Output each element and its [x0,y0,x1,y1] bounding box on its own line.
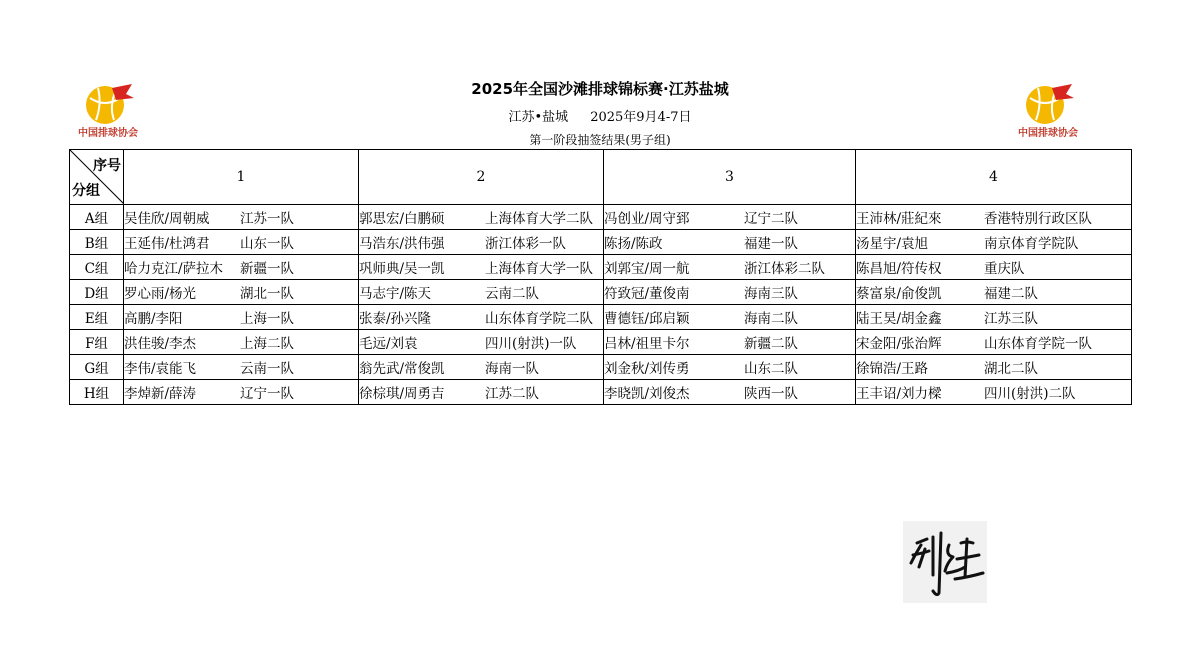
player-pair-text: 陆王昊/胡金鑫 [856,311,942,327]
group-label-cell: H组 [70,380,124,405]
team-name-text: 四川(射洪)一队 [485,336,577,352]
page-title: 2025年全国沙滩排球锦标赛·江苏盐城 [471,80,729,98]
player-pair-text: 刘金秋/刘传勇 [604,361,690,377]
column-header: 4 [856,150,1132,205]
table-row [70,255,1132,280]
group-label-cell: E组 [70,305,124,330]
player-pair-text: 汤星宇/袁旭 [856,236,929,252]
player-pair-text: 罗心雨/杨光 [124,286,197,302]
pairing-cell [856,305,1132,330]
player-pair-text: 哈力克江/萨拉木 [124,261,224,277]
association-logo-left [76,82,140,148]
handwritten-signature-icon [903,521,987,603]
team-name-text: 重庆队 [984,261,1025,277]
team-name-text: 湖北二队 [984,361,1038,377]
column-header: 2 [359,150,604,205]
team-name-text: 湖北一队 [240,286,294,302]
player-pair-text: 李伟/袁能飞 [124,361,197,377]
player-pair-text: 巩师典/吴一凯 [359,261,445,277]
group-label-cell: D组 [70,280,124,305]
player-pair-text: 马志宇/陈天 [359,286,432,302]
table-row [70,205,1132,230]
team-name-text: 浙江体彩二队 [744,261,825,277]
table-row [70,330,1132,355]
pairing-cell [124,305,359,330]
team-name-text: 上海体育大学二队 [485,211,593,227]
pairing-cell [124,330,359,355]
team-name-text: 新疆二队 [744,336,798,352]
player-pair-text: 郭思宏/白鹏硕 [359,211,445,227]
pairing-cell [359,280,604,305]
pairing-cell [604,355,856,380]
team-name-text: 辽宁一队 [240,386,294,402]
player-pair-text: 张泰/孙兴隆 [359,311,432,327]
pairing-cell [359,230,604,255]
player-pair-text: 高鹏/李阳 [124,311,183,327]
player-pair-text: 王延伟/杜鸿君 [124,236,210,252]
team-name-text: 上海体育大学一队 [485,261,593,277]
association-logo-right [1016,82,1080,148]
pairing-cell [124,230,359,255]
team-name-text: 新疆一队 [240,261,294,277]
team-name-text: 海南二队 [744,311,798,327]
group-label-cell: F组 [70,330,124,355]
pairing-cell [604,280,856,305]
pairing-cell [359,380,604,405]
group-header: 分组 [72,183,100,199]
group-label-cell: C组 [70,255,124,280]
team-name-text: 海南三队 [744,286,798,302]
team-name-text: 山东体育学院二队 [485,311,593,327]
team-name-text: 福建一队 [744,236,798,252]
pairing-cell [359,330,604,355]
team-name-text: 云南一队 [240,361,294,377]
pairing-cell [856,255,1132,280]
table-row [70,380,1132,405]
pairing-cell [359,305,604,330]
date-text: 2025年9月4-7日 [590,110,692,125]
player-pair-text: 陈昌旭/符传权 [856,261,942,277]
group-label-cell: G组 [70,355,124,380]
player-pair-text: 吕林/祖里卡尔 [604,336,690,352]
table-row [70,230,1132,255]
table-row [70,280,1132,305]
location-text: 江苏•盐城 [508,110,569,125]
pairing-cell [124,205,359,230]
player-pair-text: 徐锦浩/王路 [856,361,929,377]
pairing-cell [604,380,856,405]
volleyball-logo-icon [1016,82,1080,126]
pairing-cell [856,205,1132,230]
player-pair-text: 李焯新/薛涛 [124,386,197,402]
table-header-row [70,150,1132,205]
table-body [70,205,1132,405]
player-pair-text: 冯创业/周守郅 [604,211,690,227]
pairing-cell [359,255,604,280]
team-name-text: 江苏二队 [485,386,539,402]
player-pair-text: 李晓凯/刘俊杰 [604,386,690,402]
logo-text: 中国排球协会 [1018,128,1078,139]
stage-subtitle: 第一阶段抽签结果(男子组) [529,133,671,147]
team-name-text: 江苏三队 [984,311,1038,327]
team-name-text: 上海二队 [240,336,294,352]
team-name-text: 海南一队 [485,361,539,377]
pairing-cell [359,355,604,380]
sequence-header: 序号 [93,158,121,174]
team-name-text: 山东二队 [744,361,798,377]
pairing-cell [856,330,1132,355]
pairing-cell [124,380,359,405]
pairing-cell [604,255,856,280]
team-name-text: 福建二队 [984,286,1038,302]
pairing-cell [856,280,1132,305]
table-row [70,305,1132,330]
player-pair-text: 洪佳骏/李杰 [124,336,197,352]
player-pair-text: 宋金阳/张治辉 [856,336,942,352]
draw-results-table [69,149,1132,405]
pairing-cell [856,230,1132,255]
player-pair-text: 吴佳欣/周朝威 [124,211,210,227]
group-label-cell: B组 [70,230,124,255]
pairing-cell [359,205,604,230]
player-pair-text: 刘郭宝/周一航 [604,261,690,277]
pairing-cell [124,255,359,280]
column-header: 1 [124,150,359,205]
player-pair-text: 王沛林/莊紀來 [856,211,942,227]
pairing-cell [856,380,1132,405]
team-name-text: 浙江体彩一队 [485,236,566,252]
team-name-text: 上海一队 [240,311,294,327]
volleyball-logo-icon [76,82,140,126]
team-name-text: 江苏一队 [240,211,294,227]
player-pair-text: 毛远/刘袁 [359,336,418,352]
column-header: 3 [604,150,856,205]
player-pair-text: 徐棕琪/周勇吉 [359,386,445,402]
team-name-text: 云南二队 [485,286,539,302]
team-name-text: 香港特別行政区队 [984,211,1092,227]
team-name-text: 陕西一队 [744,386,798,402]
team-name-text: 山东体育学院一队 [984,336,1092,352]
logo-text: 中国排球协会 [78,128,138,139]
team-name-text: 四川(射洪)二队 [984,386,1076,402]
pairing-cell [856,355,1132,380]
pairing-cell [604,205,856,230]
player-pair-text: 翁先武/常俊凯 [359,361,445,377]
team-name-text: 山东一队 [240,236,294,252]
pairing-cell [604,230,856,255]
corner-header-cell [70,150,124,205]
location-date-line [300,106,900,125]
player-pair-text: 蔡富泉/俞俊凯 [856,286,942,302]
signature-image [903,521,987,603]
group-label-cell: A组 [70,205,124,230]
pairing-cell [124,355,359,380]
player-pair-text: 陈扬/陈政 [604,236,663,252]
team-name-text: 南京体育学院队 [984,236,1079,252]
pairing-cell [604,330,856,355]
player-pair-text: 马浩东/洪伟强 [359,236,445,252]
pairing-cell [124,280,359,305]
player-pair-text: 符致冠/董俊南 [604,286,690,302]
table-row [70,355,1132,380]
player-pair-text: 王丰诏/刘力樑 [856,386,942,402]
player-pair-text: 曹德钰/邱启颖 [604,311,690,327]
team-name-text: 辽宁二队 [744,211,798,227]
pairing-cell [604,305,856,330]
